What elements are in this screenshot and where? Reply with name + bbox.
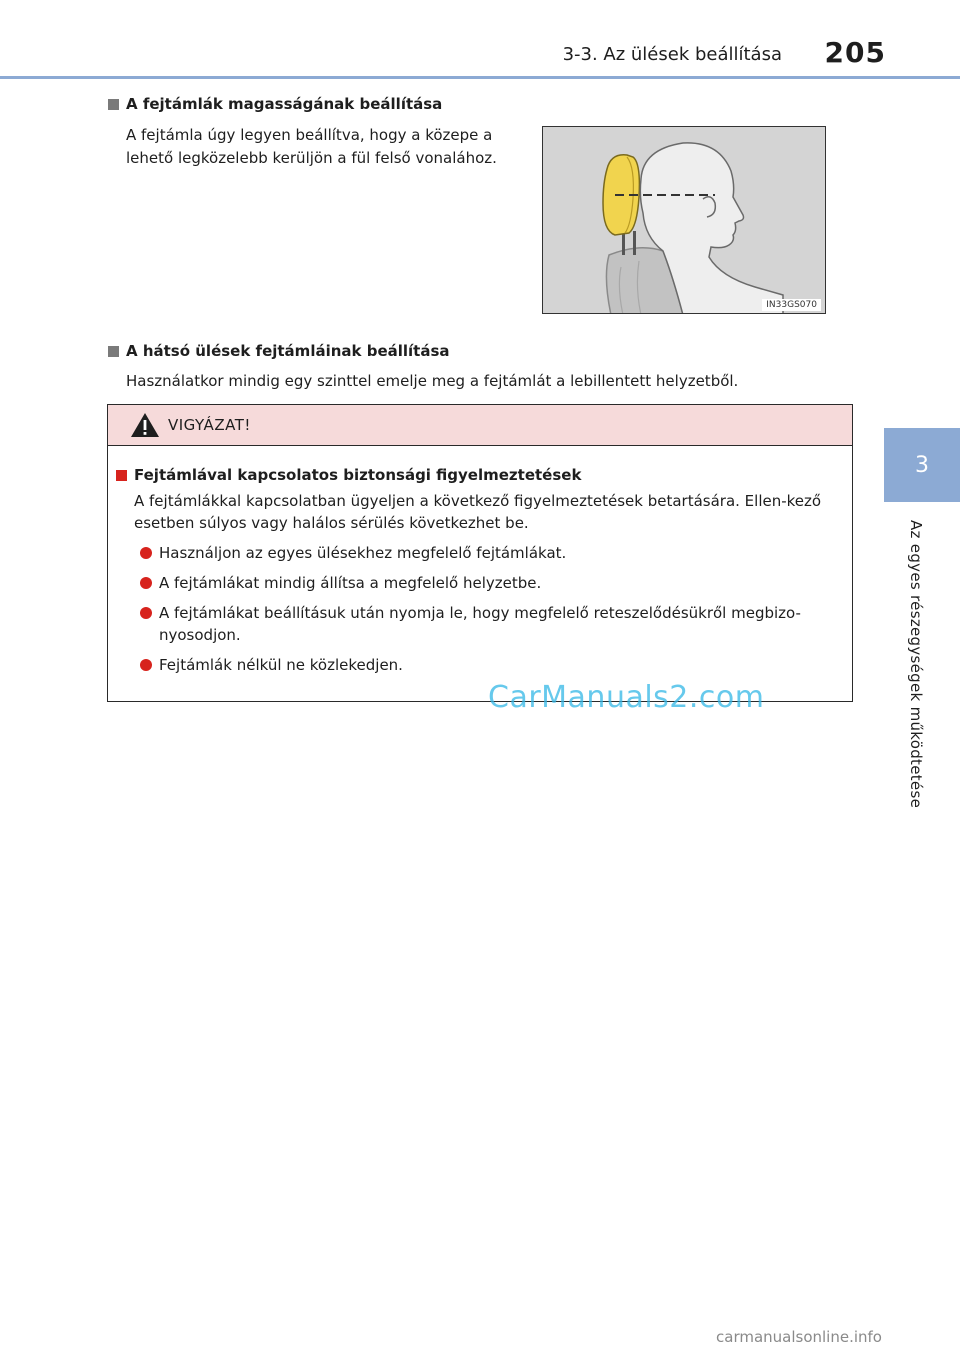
warning-item [116,542,844,564]
headrest-diagram-icon [543,127,826,314]
header-divider [0,76,960,79]
section-heading-text: A fejtámlák magasságának beállítása [126,95,443,113]
warning-heading-text: Fejtámlával kapcsolatos biztonsági figyelmeztetések [134,466,582,484]
warning-item [116,572,844,594]
section-text-headrest-height: A fejtámla úgy legyen beállítva, hogy a közepe a lehető legközelebb kerüljön a fül felső vonalához. [126,126,497,167]
section-heading-rear-headrest [108,342,450,360]
warning-item-text: Használjon az egyes ülésekhez megfelelő fejtámlákat. [159,544,567,562]
warning-intro: A fejtámlákkal kapcsolatban ügyeljen a következő figyelmeztetések betartására. Ellen-kező esetben súlyos vagy halálos sérülés következhet be. [134,492,822,532]
red-dot-bullet-icon [140,659,152,671]
warning-item-text: Fejtámlák nélkül ne közlekedjen. [159,656,403,674]
warning-item [116,654,844,676]
red-dot-bullet-icon [140,607,152,619]
page-number: 205 [824,36,886,69]
warning-heading [116,464,844,486]
chapter-tab-number: 3 [915,452,929,478]
headrest-illustration [542,126,826,314]
chapter-title: 3-3. Az ülések beállítása [562,44,782,65]
gray-square-bullet-icon [108,346,119,357]
red-dot-bullet-icon [140,547,152,559]
section-heading-headrest-height [108,95,442,113]
warning-body [108,446,852,676]
red-dot-bullet-icon [140,577,152,589]
footer-watermark: carmanualsonline.info [716,1328,882,1346]
warning-item-text: A fejtámlákat beállításuk után nyomja le, hogy megfelelő reteszelődésükről megbizo-nyosodjon. [159,604,801,644]
section-heading-text: A hátsó ülések fejtámláinak beállítása [126,342,450,360]
warning-box [107,404,853,702]
chapter-tab-label: Az egyes részegységek működtetése [907,520,925,809]
red-square-bullet-icon [116,470,127,481]
warning-item-text: A fejtámlákat mindig állítsa a megfelelő helyzetbe. [159,574,542,592]
warning-item [116,602,844,646]
chapter-tab[interactable] [884,428,960,502]
warning-header [108,405,852,446]
gray-square-bullet-icon [108,99,119,110]
section-text-rear-headrest: Használatkor mindig egy szinttel emelje meg a fejtámlát a lebillentett helyzetből. [126,372,739,390]
warning-label: VIGYÁZAT! [168,416,251,434]
carmanuals-watermark: CarManuals2.com [488,680,765,715]
figure-code: IN33GS070 [762,299,821,311]
warning-triangle-icon [130,412,160,438]
